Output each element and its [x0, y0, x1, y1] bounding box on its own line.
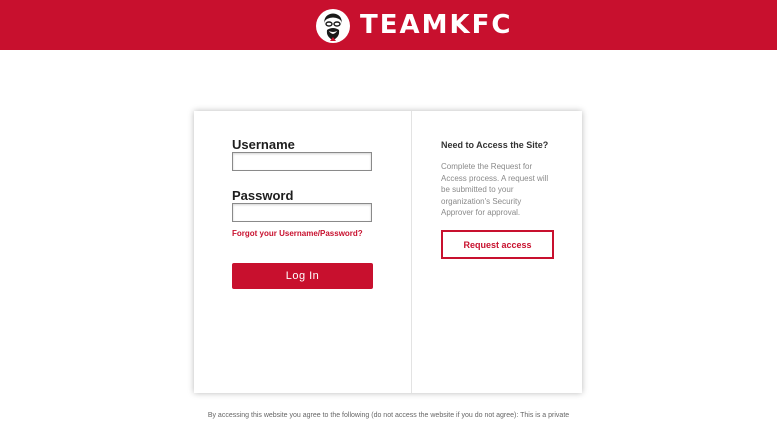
password-label: Password	[232, 188, 294, 203]
username-label: Username	[232, 137, 295, 152]
request-access-button[interactable]: Request access	[441, 230, 554, 259]
log-in-button[interactable]: Log In	[232, 263, 373, 289]
brand-name: TEAMKFC	[360, 10, 513, 40]
colonel-logo-icon	[316, 9, 350, 43]
login-card	[194, 111, 582, 393]
password-input[interactable]	[232, 203, 372, 222]
access-title: Need to Access the Site?	[441, 140, 549, 150]
card-divider	[411, 111, 412, 393]
footer-disclaimer: By accessing this website you agree to the following (do not access the website if you do not agree): This is a private	[207, 412, 570, 419]
access-description: Complete the Request for Access process. A request will be submitted to your organization's Security Approver for approval.	[441, 162, 549, 217]
forgot-credentials-link[interactable]: Forgot your Username/Password?	[232, 229, 363, 238]
top-header-bar	[0, 0, 777, 50]
username-input[interactable]	[232, 152, 372, 171]
